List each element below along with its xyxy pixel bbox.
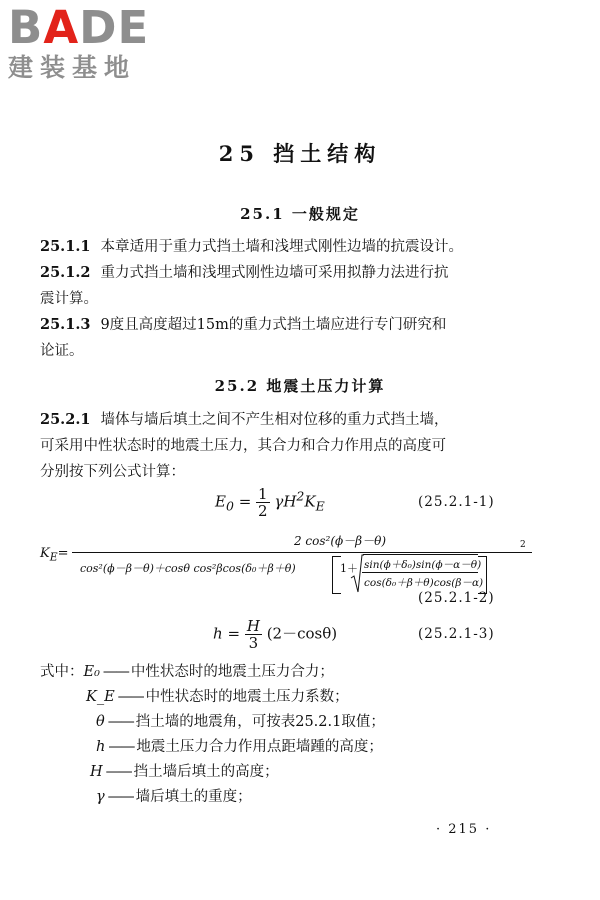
sqrt-sign-icon bbox=[350, 554, 364, 594]
equation-e0: $E_0$ = $\frac{1}{2}$ $\gamma H^2K_E$ bbox=[215, 485, 325, 520]
ke-lhs: $K_E=$ bbox=[40, 546, 69, 564]
ke-numerator: 2 cos²(ϕ－β－θ) bbox=[293, 534, 387, 548]
definition-row-H: H —— 挡土墙后填土的高度； bbox=[90, 764, 279, 780]
clause-25-2-1: 25.2.1 墙体与墙后填土之间不产生相对位移的重力式挡土墙， bbox=[40, 411, 449, 428]
sqrt-denominator: cos(δ₀＋β＋θ)cos(β－α) bbox=[364, 577, 484, 589]
clause-25-1-3-cont: 论证。 bbox=[40, 343, 84, 359]
section-title-general: 25.1 一般规定 bbox=[240, 205, 360, 223]
logo-subtitle: 建装基地 bbox=[8, 53, 137, 82]
ke-denominator-left: cos²(ϕ－β－θ)＋cosθ cos²βcos(δ₀＋β＋θ) bbox=[80, 562, 296, 575]
clause-25-2-1-line3: 分别按下列公式计算： bbox=[40, 464, 185, 480]
sqrt-numerator: sin(ϕ＋δ₀)sin(ϕ－α－θ) bbox=[364, 559, 482, 571]
definition-row-e0: 式中：E₀ —— 中性状态时的地震土压力合力； bbox=[40, 664, 334, 680]
section-title-seismic-earth-pressure: 25.2 地震土压力计算 bbox=[214, 377, 386, 395]
equation-number-2: (25.2.1-2) bbox=[418, 590, 495, 606]
clause-25-1-1: 25.1.1 本章适用于重力式挡土墙和浅埋式刚性边墙的抗震设计。 bbox=[40, 238, 463, 255]
equation-number-1: (25.2.1-1) bbox=[418, 494, 495, 510]
sqrt-fraction-bar bbox=[362, 572, 478, 573]
clause-25-2-1-line2: 可采用中性状态时的地震土压力，其合力和合力作用点的高度可 bbox=[40, 438, 446, 454]
clause-25-1-2-cont: 震计算。 bbox=[40, 291, 98, 307]
equation-number-3: (25.2.1-3) bbox=[418, 626, 495, 642]
ke-fraction-bar bbox=[72, 552, 532, 553]
page-number: · 215 · bbox=[436, 822, 492, 837]
sqrt-term bbox=[350, 554, 484, 594]
ke-one-plus: 1＋ bbox=[340, 562, 358, 575]
outer-exponent: 2 bbox=[520, 540, 526, 550]
equation-h: h = $\frac{H}{3}$ (2－cosθ) bbox=[213, 617, 338, 652]
right-bracket bbox=[478, 556, 487, 594]
brand-logo bbox=[8, 1, 178, 84]
clause-25-1-2: 25.1.2 重力式挡土墙和浅埋式刚性边墙可采用拟静力法进行抗 bbox=[40, 264, 449, 281]
definition-row-gamma: γ —— 墙后填土的重度； bbox=[96, 789, 252, 805]
definition-row-ke: K_E —— 中性状态时的地震土压力系数； bbox=[86, 689, 349, 705]
logo-wordmark: BADE bbox=[8, 1, 150, 54]
definition-row-theta: θ —— 挡土墙的地震角，可按表25.2.1取值； bbox=[96, 714, 385, 730]
definition-row-h: h —— 地震土压力合力作用点距墙踵的高度； bbox=[96, 739, 383, 755]
chapter-title: 25 挡土结构 bbox=[218, 141, 382, 166]
clause-25-1-3: 25.1.3 9度且高度超过15m的重力式挡土墙应进行专门研究和 bbox=[40, 316, 447, 333]
